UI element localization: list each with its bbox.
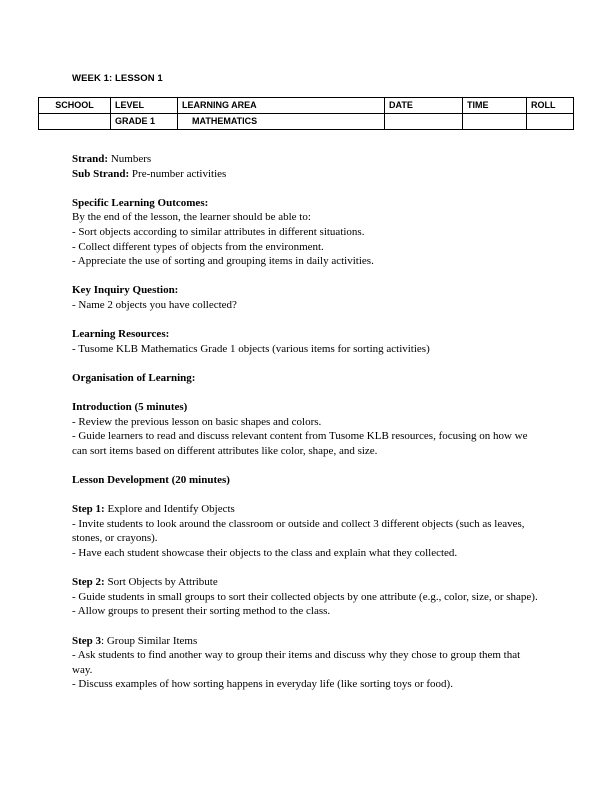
step-1-title: Explore and Identify Objects (107, 503, 235, 516)
header-date: DATE (385, 98, 463, 114)
development-heading: Lesson Development (20 minutes) (72, 474, 230, 487)
list-item: - Guide students in small groups to sort their collected objects by one attribute (e.g., color, size, or shape). (72, 590, 538, 603)
header-school: SCHOOL (39, 98, 111, 114)
step-1-heading (72, 502, 542, 517)
list-item: - Discuss examples of how sorting happens in everyday life (like sorting toys or food). (72, 678, 453, 691)
table-header-row (39, 98, 574, 114)
step-2-label: Step 2: (72, 576, 105, 589)
organisation-heading: Organisation of Learning: (72, 371, 196, 384)
step-2-title: Sort Objects by Attribute (107, 576, 218, 589)
list-item: - Ask students to find another way to group their items and discuss why they chose to group them that way. (72, 649, 521, 676)
sub-strand-value: Pre-number activities (131, 167, 227, 180)
list-item: - Appreciate the use of sorting and grouping items in daily activities. (72, 255, 374, 268)
lesson-content (72, 152, 542, 692)
header-learning-area: LEARNING AREA (178, 98, 385, 114)
list-item: - Sort objects according to similar attributes in different situations. (72, 225, 365, 238)
header-level: LEVEL (111, 98, 178, 114)
table-row (39, 114, 574, 130)
sub-strand-label: Sub Strand: (72, 167, 130, 180)
strand-line (72, 152, 542, 167)
step-2-heading (72, 575, 542, 590)
sub-strand-line (72, 167, 542, 182)
cell-roll (527, 114, 574, 130)
outcomes-intro: By the end of the lesson, the learner should be able to: (72, 211, 311, 224)
list-item: - Collect different types of objects from the environment. (72, 240, 324, 253)
lesson-info-table (38, 97, 574, 130)
resources-heading: Learning Resources: (72, 328, 170, 341)
list-item: - Have each student showcase their objects to the class and explain what they collected. (72, 547, 458, 560)
cell-time (463, 114, 527, 130)
strand-value: Numbers (110, 153, 152, 165)
list-item: - Tusome KLB Mathematics Grade 1 objects (various items for sorting activities) (72, 342, 430, 355)
list-item: - Name 2 objects you have collected? (72, 298, 237, 311)
strand-label: Strand: (72, 153, 109, 165)
list-item: - Review the previous lesson on basic shapes and colors. (72, 415, 322, 428)
introduction-heading: Introduction (5 minutes) (72, 401, 188, 414)
cell-learning-area: MATHEMATICS (178, 114, 385, 130)
inquiry-heading: Key Inquiry Question: (72, 284, 179, 297)
lesson-title: WEEK 1: LESSON 1 (72, 73, 163, 84)
list-item: - Guide learners to read and discuss relevant content from Tusome KLB resources, focusing on how we can sort items based on different attributes like color, shape, and size. (72, 430, 528, 457)
list-item: - Allow groups to present their sorting method to the class. (72, 605, 331, 618)
cell-school (39, 114, 111, 130)
list-item: - Invite students to look around the classroom or outside and collect 3 different objects (such as leaves, stones, or crayons). (72, 517, 525, 545)
header-time: TIME (463, 98, 527, 114)
step-3-label: Step 3 (72, 634, 102, 647)
header-roll: ROLL (527, 98, 574, 114)
outcomes-heading: Specific Learning Outcomes: (72, 196, 209, 209)
step-1-label: Step 1: (72, 503, 105, 516)
cell-level: GRADE 1 (111, 114, 178, 130)
step-3-heading (72, 634, 542, 649)
cell-date (385, 114, 463, 130)
step-3-title: : Group Similar Items (101, 634, 198, 647)
